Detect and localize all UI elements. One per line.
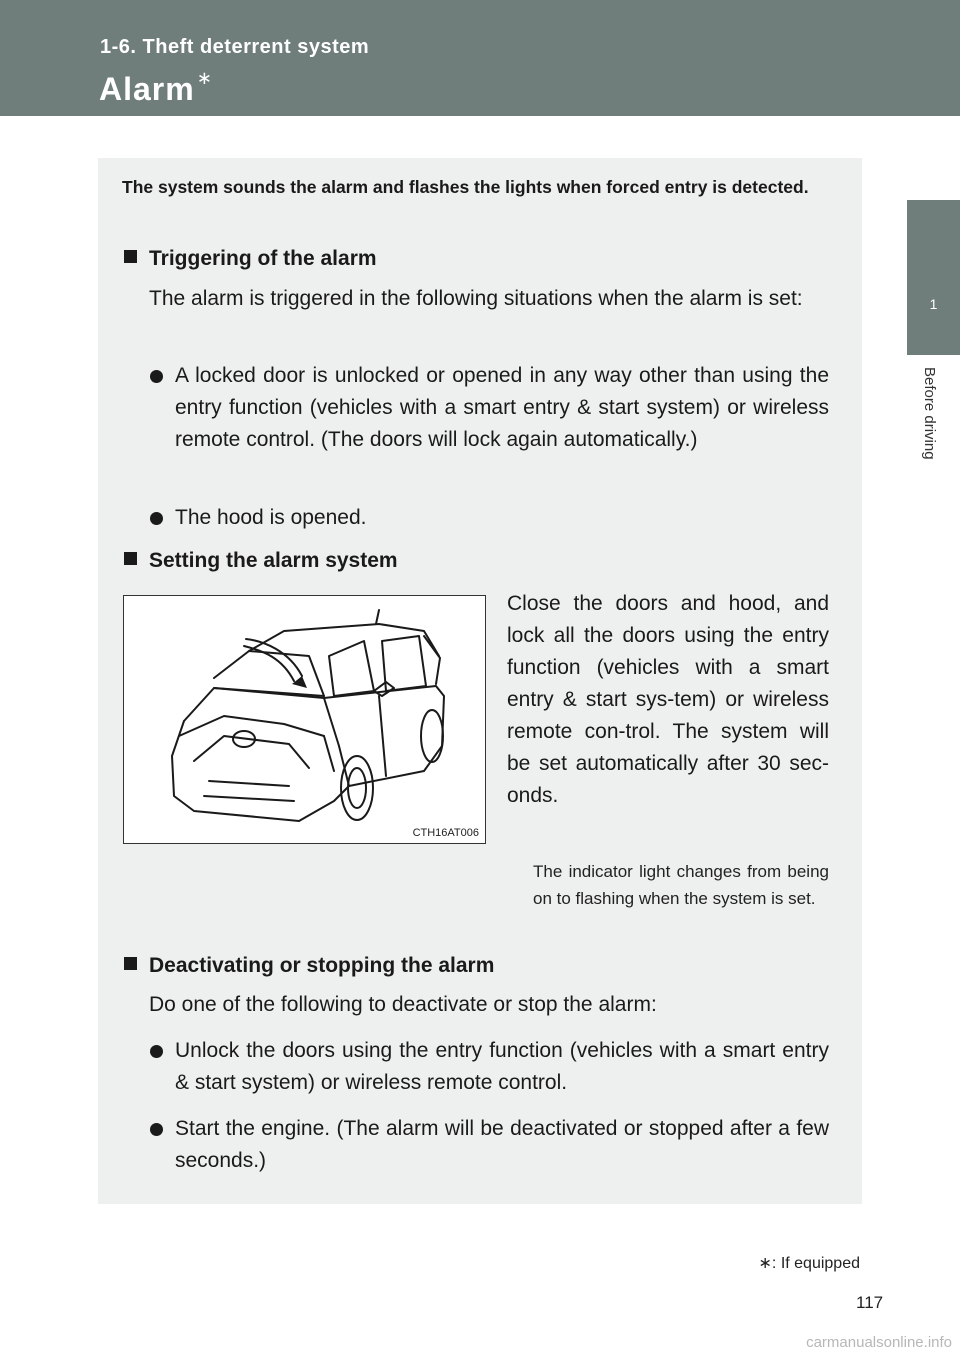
chapter-tab <box>907 200 960 355</box>
car-drawing <box>124 596 485 843</box>
content-box <box>98 158 862 1204</box>
bullet-item: Start the engine. (The alarm will be deactivated or stopped after a few seconds.) <box>149 1113 829 1177</box>
page-number: 117 <box>856 1293 884 1312</box>
bullet-dot-icon <box>150 1045 163 1058</box>
figure-code: CTH16AT006 <box>412 827 479 839</box>
bullet-item: The hood is opened. <box>149 502 829 534</box>
page-header <box>0 0 960 116</box>
chapter-number: 1 <box>929 296 938 312</box>
deactivating-text: Do one of the following to deactivate or stop the alarm: <box>149 993 657 1016</box>
chapter-title: Before driving <box>921 367 938 460</box>
triggering-text: The alarm is triggered in the following situations when the alarm is set: <box>149 287 803 310</box>
heading-triggering: Triggering of the alarm <box>124 247 377 271</box>
bullet-item: A locked door is unlocked or opened in any way other than using the entry function (vehicles with a smart entry & start system) or wireless remote control. (The doors will lock again automatically.) <box>149 360 829 456</box>
setting-note: The indicator light changes from being on to flashing when the system is set. <box>533 862 829 908</box>
bullet-dot-icon <box>150 370 163 383</box>
car-illustration <box>123 595 486 844</box>
page-title-text: Alarm <box>99 71 195 107</box>
heading-setting: Setting the alarm system <box>124 549 398 573</box>
square-bullet-icon <box>124 250 137 263</box>
chapter-tab-label <box>907 355 960 510</box>
heading-deactivating: Deactivating or stopping the alarm <box>124 954 494 978</box>
section-label: 1-6. Theft deterrent system <box>100 36 370 58</box>
watermark: carmanualsonline.info <box>806 1334 952 1351</box>
square-bullet-icon <box>124 957 137 970</box>
bullet-dot-icon <box>150 512 163 525</box>
square-bullet-icon <box>124 552 137 565</box>
bullet-dot-icon <box>150 1123 163 1136</box>
intro-text: The system sounds the alarm and flashes the lights when forced entry is detected. <box>122 177 809 197</box>
bullet-item: Unlock the doors using the entry function (vehicles with a smart entry & start system) or wireless remote control. <box>149 1035 829 1099</box>
equipped-mark: ∗ <box>196 68 213 88</box>
setting-text: Close the doors and hood, and lock all the doors using the entry function (vehicles with a smart entry & start sys-tem) or wireless remote con-trol. The system will be set automatically after 30 sec-onds. <box>507 592 829 807</box>
footnote: ∗: If equipped <box>758 1255 860 1272</box>
page-title <box>99 68 213 108</box>
